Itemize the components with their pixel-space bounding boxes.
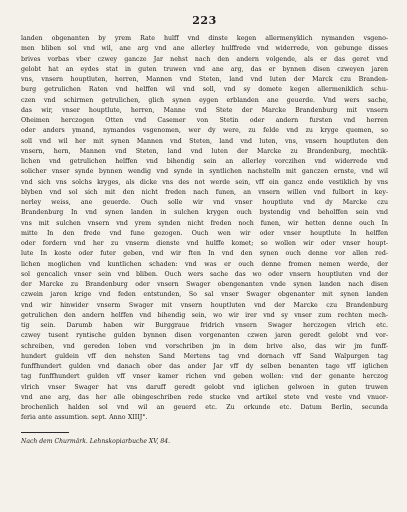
text-line: lichen moglichen vnd kuntlichen schaden: vnd was er ouch denne fromen nemen werde, der xyxy=(21,260,388,268)
text-line: czwein jaren krige vnd feden entstunden, So sal vnser Swager obgenanter mit synen landen xyxy=(21,291,388,299)
text-line: der Marcke zu Brandenburg oder vnsern Swager obengenanten vnde synen landen nach disen xyxy=(21,281,388,288)
page-number: 223 xyxy=(192,14,217,27)
text-line: vnd sich vns solchs kryges, als dicke vns des not werde sein, vff ein gancz ende vestiklich by vns xyxy=(21,178,388,186)
text-line: brives vorbas vber czwey gancze Jar nehst nach den andern volgende, als er das geret vnd xyxy=(21,55,388,63)
text-line: sol gencalich vnser sein vnd bliben. Ouch wers sache das wo oder vnsern houptluten vnd der xyxy=(21,270,388,278)
text-line: vnd ane arg, das her alle obingeschriben rede stucke vnd artikel stete vnd veste vnd vnuor- xyxy=(21,393,388,401)
document-body xyxy=(21,34,388,424)
text-line: oder fordern vnd her zu vnserm dienste vnd hulffe komet; so wollen wir oder vnser houpt- xyxy=(21,240,388,247)
text-line: mitte In den frede vnd fune gezogen. Ouch wen wir oder vnser houptlute In helffen xyxy=(21,229,388,237)
text-line: landen obgenanten by yrem Rate hulff vnd dinste kegen allermenyklich nymanden vsgeno- xyxy=(21,35,388,42)
source-note: Nach dem Churmärk. Lehnskopiarbuche XV, 84. xyxy=(21,437,171,445)
text-line: schreiben, vnd gereden loben vnd vorschriben jm in dem brive also, das wir jm funff- xyxy=(21,342,388,350)
text-line: vns mit sulchen vnsern vnd yrem synden nicht freden noch funen, wir hetten denne ouch In xyxy=(21,219,388,227)
text-line: lichen vnd getrulichen helffen vnd bihendig sein an allerley vorczihen vnd widerrede vnd xyxy=(21,158,388,165)
text-line: blyben vnd sol sich mit den nicht freden nach funen, an vnsern willen vnd fulbort in key- xyxy=(21,188,388,196)
text-line: tag funffhundert gulden vff vnser kamer richen vnd geben wollen: vnd der genante herczog xyxy=(21,373,388,381)
text-line: Oheimen herczogen Otten vnd Casemer von Stetin oder andern fursten vnd herren xyxy=(21,117,388,124)
footnote-rule xyxy=(21,432,69,433)
text-line: men bliben sol vnd wil, ane arg vnd ane allerley hulffrede vnd widerrede, von gebunge disses xyxy=(21,45,388,53)
text-line: gelobt hat an eydes stat in guten truwen vnd ane arg, das er bynnen disen czweyen jaren xyxy=(21,65,388,73)
text-line: das wir, vnser houptlute, herren, Manne vnd Stete der Marcke Brandenburg mit vnsern xyxy=(21,106,388,114)
text-line: burg getrulichen Raten vnd helffen wil vnd soll, vnd sy domete kegen allermeniklich schu- xyxy=(21,86,388,94)
text-line: vns, vnsern houptluten, herren, Mannen vnd Steten, land vnd luten der Marck czu Branden- xyxy=(21,76,388,83)
text-line: funffhundert gulden vnd danach ober das ander Jar vff dy selben benanten tage vff iglichen xyxy=(21,363,388,370)
text-line: hundert guldein vff den nehsten Sand Mertens tag vnd dornach vff Sand Walpurgen tag xyxy=(21,352,388,360)
text-line: tig sein. Darumb haben wir Burggraue fridrich vnsern Swager herczogen vlrich etc. xyxy=(21,322,388,329)
text-line: solicher vnser synde bynnen wendig vnd synde in syntlichen nachstelln mit ganczen ernste, vnd wil xyxy=(21,168,388,176)
text-line: oder anders ymand, nymandes vsgenomen, wer dy were, zu felde vnd zu kryge quemen, so xyxy=(21,127,388,135)
text-line: brochenlich halden sol vnd wil an geuerd etc. Zu orkunde etc. Datum Berlin, secunda xyxy=(21,404,388,411)
text-line: feria ante assumtion. sept. Anno XIIIJ°. xyxy=(21,414,148,422)
text-line: vnd wir hinwider vnserm Swager mit vnsern houptluten vnd der Marcke czu Brandenburg xyxy=(21,301,388,309)
text-line: vlrich vnser Swager hat vns daruff geredt gelobt vnd iglichen gelwoen in guten truwen xyxy=(21,383,388,391)
text-line: soll vnd wil her mit synen Mannen vnd Steten, land vnd luten, vns, vnsern houptluten den xyxy=(21,137,388,145)
text-line: lute In koste oder futer geben, vnd wir ften In vnd den synen ouch denne vor allen red- xyxy=(21,250,388,258)
text-line: nerley weiss, ane geuerde. Ouch solle wir vnd vnser houptlute vnd dy Marcke czu xyxy=(21,199,388,206)
text-line: czwey tusent ryntische gulden bynnen disen vorgenanten czwen jaren geredt gelobt vnd vor- xyxy=(21,332,388,340)
text-line: czen vnd schirmen getrulichen, glich synen eygen erblanden ane geuerde. Vnd wers sache, xyxy=(21,96,388,104)
text-line: getrulichen den andern helffen vnd bihendig sein, wo wir irer vnd sy vnser zum rechten mech- xyxy=(21,311,388,319)
text-line: vnsern, hern, Mannen vnd Steten, land vnd luten der Marcke zu Brandenburg, mechtik- xyxy=(21,147,388,155)
text-line: Brandenburg In vnd synen landen in sulchen krygen ouch bystendig vnd beholffen sein vnd xyxy=(21,209,388,217)
